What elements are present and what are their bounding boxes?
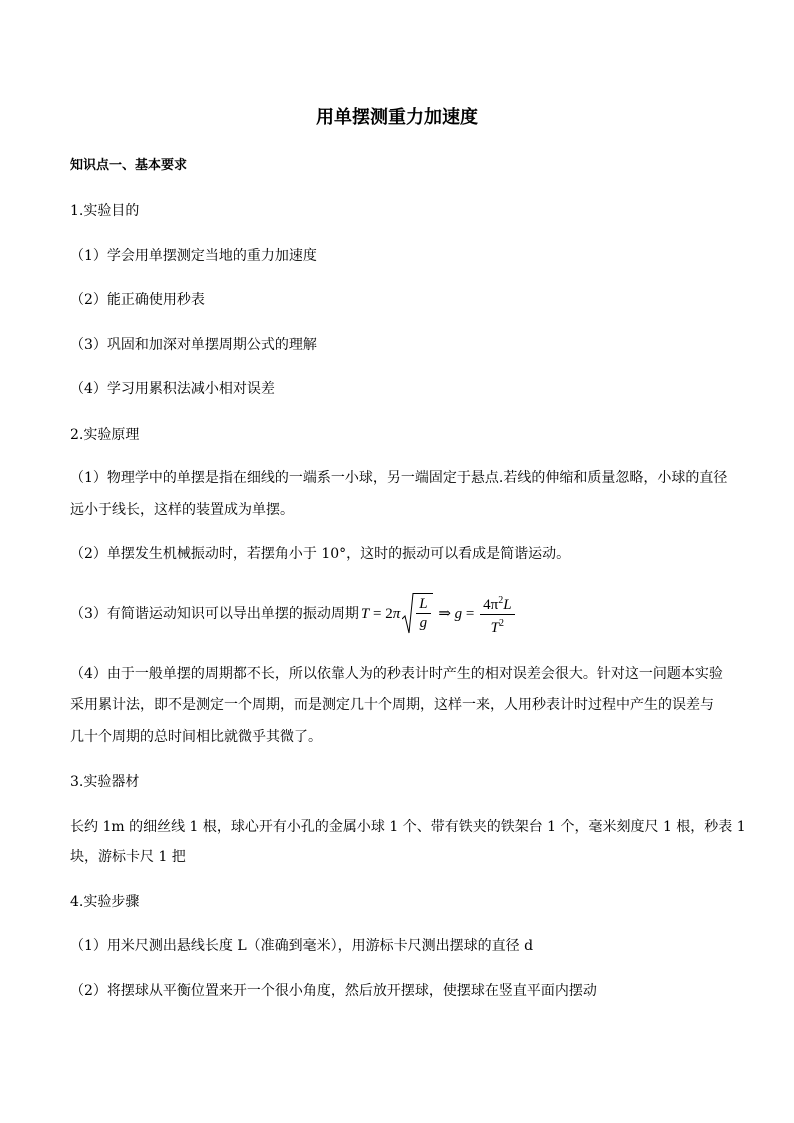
principle-heading: 2.实验原理 (70, 427, 140, 443)
principle-item-4-line-3: 几十个周期的总时间相比就微乎其微了。 (70, 729, 322, 745)
equipment-line-2: 块，游标卡尺 1 把 (70, 849, 186, 865)
square-root: $\frac{L}{g}$ (402, 593, 432, 635)
principle-item-1-line-2: 远小于线长，这样的装置成为单摆。 (70, 502, 294, 518)
equipment-heading: 3.实验器材 (70, 774, 140, 790)
radical-sign-icon (402, 593, 414, 635)
principle-item-3-text: （3）有简谐运动知识可以导出单摆的振动周期 (70, 606, 359, 622)
principle-item-1-line-1: （1）物理学中的单摆是指在细线的一端系一小球，另一端固定于悬点.若线的伸缩和质量忽略，小球的直径 (70, 470, 728, 486)
principle-item-3 (70, 591, 730, 637)
purpose-item-1: （1）学会用单摆测定当地的重力加速度 (70, 248, 317, 264)
period-formula: T = 2 π $\frac{L}{g}$ ⇒ g = $\frac{4\pi^2L}{T^2}$ (361, 592, 517, 637)
purpose-item-3: （3）巩固和加深对单摆周期公式的理解 (70, 337, 317, 353)
principle-item-4-line-2: 采用累计法，即不是测定一个周期，而是测定几十个周期，这样一来，人用秒表计时过程中产生的误差与 (70, 697, 714, 713)
steps-item-2: （2）将摆球从平衡位置来开一个很小角度，然后放开摆球，使摆球在竖直平面内摆动 (70, 983, 597, 999)
section-heading: 知识点一、基本要求 (70, 158, 188, 173)
equipment-line-1: 长约 1m 的细丝线 1 根，球心开有小孔的金属小球 1 个、带有铁夹的铁架台 1 个，毫米刻度尺 1 根，秒表 1 (70, 819, 746, 835)
principle-item-2: （2）单摆发生机械振动时，若摆角小于 10°，这时的振动可以看成是简谐运动。 (70, 546, 571, 562)
principle-item-4-line-1: （4）由于一般单摆的周期都不长，所以依靠人为的秒表计时产生的相对误差会很大。针对这一问题本实验 (70, 666, 723, 682)
page-title: 用单摆测重力加速度 (316, 107, 478, 128)
purpose-item-2: （2）能正确使用秒表 (70, 292, 205, 308)
purpose-heading: 1.实验目的 (70, 203, 140, 219)
steps-heading: 4.实验步骤 (70, 894, 140, 910)
steps-item-1: （1）用米尺测出悬线长度 L（准确到毫米），用游标卡尺测出摆球的直径 d (70, 938, 534, 954)
purpose-item-4: （4）学习用累积法减小相对误差 (70, 381, 275, 397)
